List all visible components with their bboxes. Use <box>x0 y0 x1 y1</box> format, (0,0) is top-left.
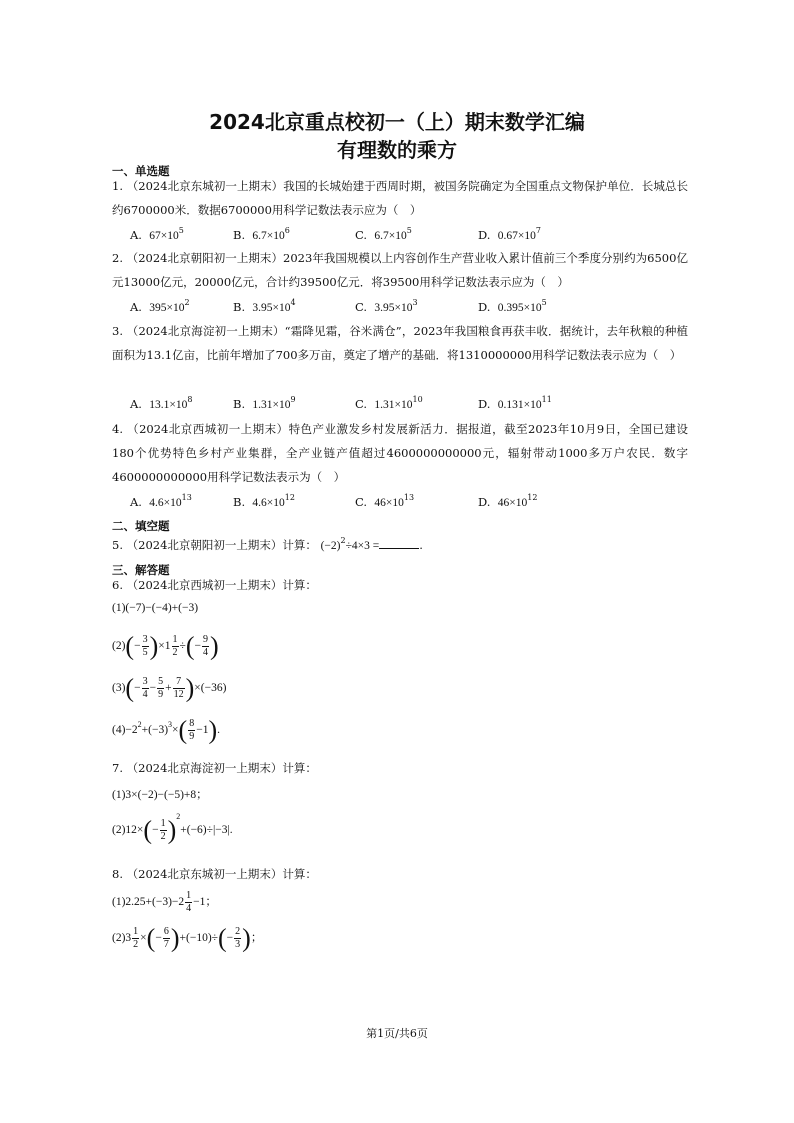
page-footer: 第1页/共6页 <box>366 1027 428 1040</box>
question-7: 7. （2024北京海淀初一上期末）计算： <box>112 761 317 775</box>
option-a[interactable]: A. $67\times 10^5$ <box>130 226 184 242</box>
question-7-part-2: (2)12×(− $\frac{1}{2}$ )$^2$+(−6)÷|−3|. <box>112 812 233 845</box>
question-2: 2. （2024北京朝阳初一上期末）2023年我国规模以上内容创作生产营业收入累计值前三个季度分别约为6500亿元13000亿元，20000亿元，合计约39500亿元．将39500用科学记数法表示应为（ ） <box>112 251 688 289</box>
question-6-part-1: (1)(−7)−(−4)+(−3) <box>112 602 199 614</box>
question-8: 8. （2024北京东城初一上期末）计算： <box>112 867 317 881</box>
option-a[interactable]: A. $4.6\times 10^{13}$ <box>130 493 192 509</box>
question-6-part-4: $(4)-2^2+(-3)^3\times$( $\frac{8}{9}$ −1). <box>112 715 221 745</box>
option-d[interactable]: D. $0.67\times 10^7$ <box>478 226 541 242</box>
option-b[interactable]: B. $1.31\times 10^9$ <box>233 395 296 411</box>
option-c[interactable]: C. $46\times 10^{13}$ <box>355 493 415 509</box>
page-subtitle: 有理数的乘方 <box>337 138 457 162</box>
question-3-options <box>130 397 690 417</box>
option-d[interactable]: D. $46\times 10^{12}$ <box>478 493 538 509</box>
question-7-part-1: (1)3×(−2)−(−5)+8； <box>112 789 208 801</box>
question-2-options <box>130 300 690 320</box>
question-6-part-2: (2)(− $\frac{3}{5}$ )×1 $\frac{1}{2}$ ÷(− $\frac{9}{4}$ ) <box>112 631 219 661</box>
question-3: 3. （2024北京海淀初一上期末）“霜降见霜，谷米满仓”，2023年我国粮食再获丰收．据统计，去年秋粮的种植面积为13.1亿亩，比前年增加了700多万亩，奠定了增产的基础．将1310000000用科学记数法表示应为（ ） <box>112 324 688 362</box>
section-answer: 三、解答题 <box>112 563 170 577</box>
option-a[interactable]: A. $13.1\times 10^8$ <box>130 395 193 411</box>
option-b[interactable]: B. $6.7\times 10^6$ <box>233 226 290 242</box>
question-5: 5. （2024北京朝阳初一上期末）计算： $(-2)^2\div 4\times 3$ = . <box>112 536 423 552</box>
option-a[interactable]: A. $395\times 10^2$ <box>130 298 190 314</box>
question-4-options <box>130 495 690 515</box>
question-6-part-3: (3)(− $\frac{3}{4}$ − $\frac{5}{9}$ + $\frac{7}{12}$ )×(−36) <box>112 673 227 703</box>
option-b[interactable]: B. $4.6\times 10^{12}$ <box>233 493 295 509</box>
question-6: 6. （2024北京西城初一上期末）计算： <box>112 578 317 592</box>
option-c[interactable]: C. $6.7\times 10^5$ <box>355 226 412 242</box>
section-fill-in: 二、填空题 <box>112 519 170 533</box>
section-single-choice: 一、单选题 <box>112 164 170 178</box>
page-title: 2024北京重点校初一（上）期末数学汇编 <box>209 110 585 134</box>
answer-blank[interactable] <box>379 538 419 549</box>
question-4: 4. （2024北京西城初一上期末）特色产业激发乡村发展新活力．据报道，截至2023年10月9日，全国已建设180个优势特色乡村产业集群，全产业链产值超过4600000000000元，辐射带动1000多万户农民．数字4600000000000用科学记数法表示为（ ） <box>112 422 688 484</box>
question-1-options <box>130 228 690 248</box>
option-b[interactable]: B. $3.95\times 10^4$ <box>233 298 296 314</box>
option-c[interactable]: C. $1.31\times 10^{10}$ <box>355 395 423 411</box>
question-1: 1. （2024北京东城初一上期末）我国的长城始建于西周时期，被国务院确定为全国重点文物保护单位．长城总长约6700000米．数据6700000用科学记数法表示应为（ ） <box>112 179 688 217</box>
option-d[interactable]: D. $0.131\times 10^{11}$ <box>478 395 552 411</box>
question-8-part-1: (1)2.25+(−3)−2 $\frac{1}{4}$ −1； <box>112 890 217 914</box>
option-d[interactable]: D. $0.395\times 10^5$ <box>478 298 547 314</box>
option-c[interactable]: C. $3.95\times 10^3$ <box>355 298 418 314</box>
question-8-part-2: (2)3 $\frac{1}{2}$ ×(− $\frac{6}{7}$ )+(−10)÷(− $\frac{2}{3}$ )； <box>112 923 263 953</box>
